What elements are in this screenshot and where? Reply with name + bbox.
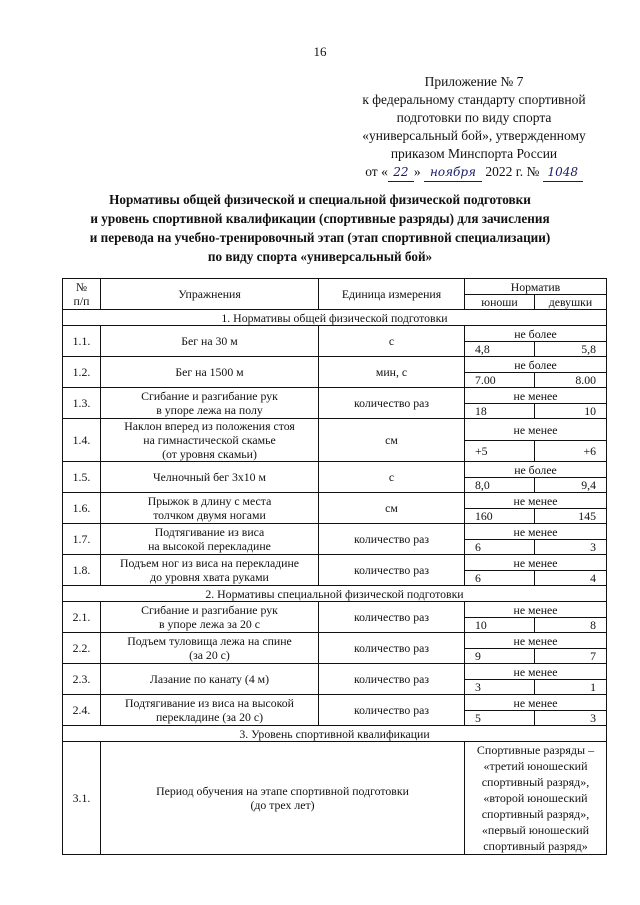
- section-title: 3. Уровень спортивной квалификации: [63, 726, 607, 742]
- norm-boys: 9: [465, 649, 535, 664]
- unit: мин, с: [319, 357, 465, 388]
- norm-boys: 18: [465, 404, 535, 419]
- exercise-name: Наклон вперед из положения стоя на гимнастической скамье (от уровня скамьи): [101, 419, 319, 462]
- row-number: 1.7.: [63, 524, 101, 555]
- section-title: 1. Нормативы общей физической подготовки: [63, 310, 607, 326]
- section-title: 2. Нормативы специальной физической подготовки: [63, 586, 607, 602]
- norm-girls: 8: [535, 618, 607, 633]
- exercise-name: Бег на 30 м: [101, 326, 319, 357]
- exercise-name: Челночный бег 3х10 м: [101, 462, 319, 493]
- norm-boys: 6: [465, 571, 535, 586]
- norm-condition: не менее: [465, 633, 607, 649]
- table-row: [63, 419, 607, 441]
- norm-condition: не менее: [465, 388, 607, 404]
- row-number: 1.8.: [63, 555, 101, 586]
- unit: количество раз: [319, 602, 465, 633]
- norm-condition: не менее: [465, 602, 607, 618]
- unit: количество раз: [319, 388, 465, 419]
- row-number: 3.1.: [63, 742, 101, 855]
- unit: с: [319, 326, 465, 357]
- norm-condition: не более: [465, 357, 607, 373]
- norm-girls: 5,8: [535, 342, 607, 357]
- handwritten-order-number: 1048: [543, 163, 583, 182]
- norm-condition: не более: [465, 462, 607, 478]
- norm-boys: 5: [465, 711, 535, 726]
- row-number: 2.2.: [63, 633, 101, 664]
- exercise-name: Сгибание и разгибание рук в упоре лежа на полу: [101, 388, 319, 419]
- header-norm: Норматив: [465, 279, 607, 295]
- document-title: Нормативы общей физической и специальной физической подготовки и уровень спортивной квалификации (спортивные разряды) для зачисления и перевода на учебно-тренировочный этап (этап спортивной специализации) по виду спорта «универсальный бой»: [89, 192, 551, 264]
- exercise-name: Подтягивание из виса на высокой перекладине: [101, 524, 319, 555]
- norm-boys: 8,0: [465, 478, 535, 493]
- row-number: 1.4.: [63, 419, 101, 462]
- header-num: № п/п: [63, 279, 101, 310]
- unit: см: [319, 419, 465, 462]
- unit: см: [319, 493, 465, 524]
- appendix-line: приказом Минспорта России: [390, 146, 558, 161]
- norm-boys: +5: [465, 441, 535, 462]
- row-number: 1.5.: [63, 462, 101, 493]
- handwritten-day: 22: [388, 163, 414, 182]
- exercise-name: Сгибание и разгибание рук в упоре лежа за 20 с: [101, 602, 319, 633]
- norm-girls: 7: [535, 649, 607, 664]
- appendix-line: «универсальный бой», утвержденному: [362, 128, 586, 143]
- norm-girls: 145: [535, 509, 607, 524]
- row-number: 1.6.: [63, 493, 101, 524]
- table-row: [63, 388, 607, 404]
- row-number: 2.4.: [63, 695, 101, 726]
- table-row: [63, 633, 607, 649]
- table-row: [63, 326, 607, 342]
- table-row: [63, 555, 607, 571]
- norm-girls: 3: [535, 540, 607, 555]
- norm-girls: 4: [535, 571, 607, 586]
- norm-boys: 3: [465, 680, 535, 695]
- norm-condition: не менее: [465, 695, 607, 711]
- norm-boys: 4,8: [465, 342, 535, 357]
- row-number: 2.1.: [63, 602, 101, 633]
- norm-condition: не менее: [465, 555, 607, 571]
- unit: количество раз: [319, 695, 465, 726]
- section-row: [63, 310, 607, 326]
- appendix-line: Приложение № 7: [424, 74, 524, 89]
- appendix-line: подготовки по виду спорта: [396, 110, 552, 125]
- norm-boys: 6: [465, 540, 535, 555]
- table-row: [63, 602, 607, 618]
- section-row: [63, 586, 607, 602]
- norm-condition: не менее: [465, 664, 607, 680]
- norm-girls: 3: [535, 711, 607, 726]
- row-number: 1.3.: [63, 388, 101, 419]
- exercise-name: Подъем туловища лежа на спине (за 20 с): [101, 633, 319, 664]
- unit: количество раз: [319, 555, 465, 586]
- norm-boys: 10: [465, 618, 535, 633]
- table-header-row: [63, 279, 607, 295]
- exercise-name: Подтягивание из виса на высокой перекладине (за 20 с): [101, 695, 319, 726]
- unit: с: [319, 462, 465, 493]
- appendix-line: к федеральному стандарту спортивной: [362, 92, 586, 107]
- header-girls: девушки: [535, 295, 607, 310]
- norm-girls: 8.00: [535, 373, 607, 388]
- norm-girls: 10: [535, 404, 607, 419]
- page-number: 16: [313, 44, 327, 59]
- exercise-name: Прыжок в длину с места толчком двумя ногами: [101, 493, 319, 524]
- unit: количество раз: [319, 633, 465, 664]
- norm-girls: 1: [535, 680, 607, 695]
- sport-ranks: Спортивные разряды – «третий юношеский спортивный разряд», «второй юношеский спортивный разряд», «первый юношеский спортивный разряд»: [465, 742, 607, 855]
- order-date-line: от « 22 » ноября 2022 г. № 1048: [340, 163, 608, 182]
- table-row: [63, 462, 607, 478]
- table-row: [63, 357, 607, 373]
- table-row: [63, 664, 607, 680]
- norm-condition: не менее: [465, 493, 607, 509]
- appendix-header: [340, 73, 608, 182]
- exercise-name: Подъем ног из виса на перекладине до уровня хвата руками: [101, 555, 319, 586]
- norms-table: [62, 278, 607, 855]
- norm-boys: 160: [465, 509, 535, 524]
- table-row: [63, 742, 607, 855]
- row-number: 1.1.: [63, 326, 101, 357]
- norm-condition: не менее: [465, 524, 607, 540]
- table-row: [63, 695, 607, 711]
- header-unit: Единица измерения: [319, 279, 465, 310]
- exercise-name: Лазание по канату (4 м): [101, 664, 319, 695]
- table-row: [63, 493, 607, 509]
- norm-girls: +6: [535, 441, 607, 462]
- norm-girls: 9,4: [535, 478, 607, 493]
- norm-condition: не менее: [465, 419, 607, 441]
- header-exercises: Упражнения: [101, 279, 319, 310]
- norm-boys: 7.00: [465, 373, 535, 388]
- unit: количество раз: [319, 664, 465, 695]
- row-number: 2.3.: [63, 664, 101, 695]
- handwritten-month: ноября: [424, 163, 482, 182]
- row-number: 1.2.: [63, 357, 101, 388]
- norm-condition: не более: [465, 326, 607, 342]
- section-row: [63, 726, 607, 742]
- table-row: [63, 524, 607, 540]
- header-boys: юноши: [465, 295, 535, 310]
- unit: количество раз: [319, 524, 465, 555]
- table-body: [63, 310, 607, 855]
- exercise-name: Бег на 1500 м: [101, 357, 319, 388]
- exercise-name: Период обучения на этапе спортивной подготовки (до трех лет): [101, 742, 465, 855]
